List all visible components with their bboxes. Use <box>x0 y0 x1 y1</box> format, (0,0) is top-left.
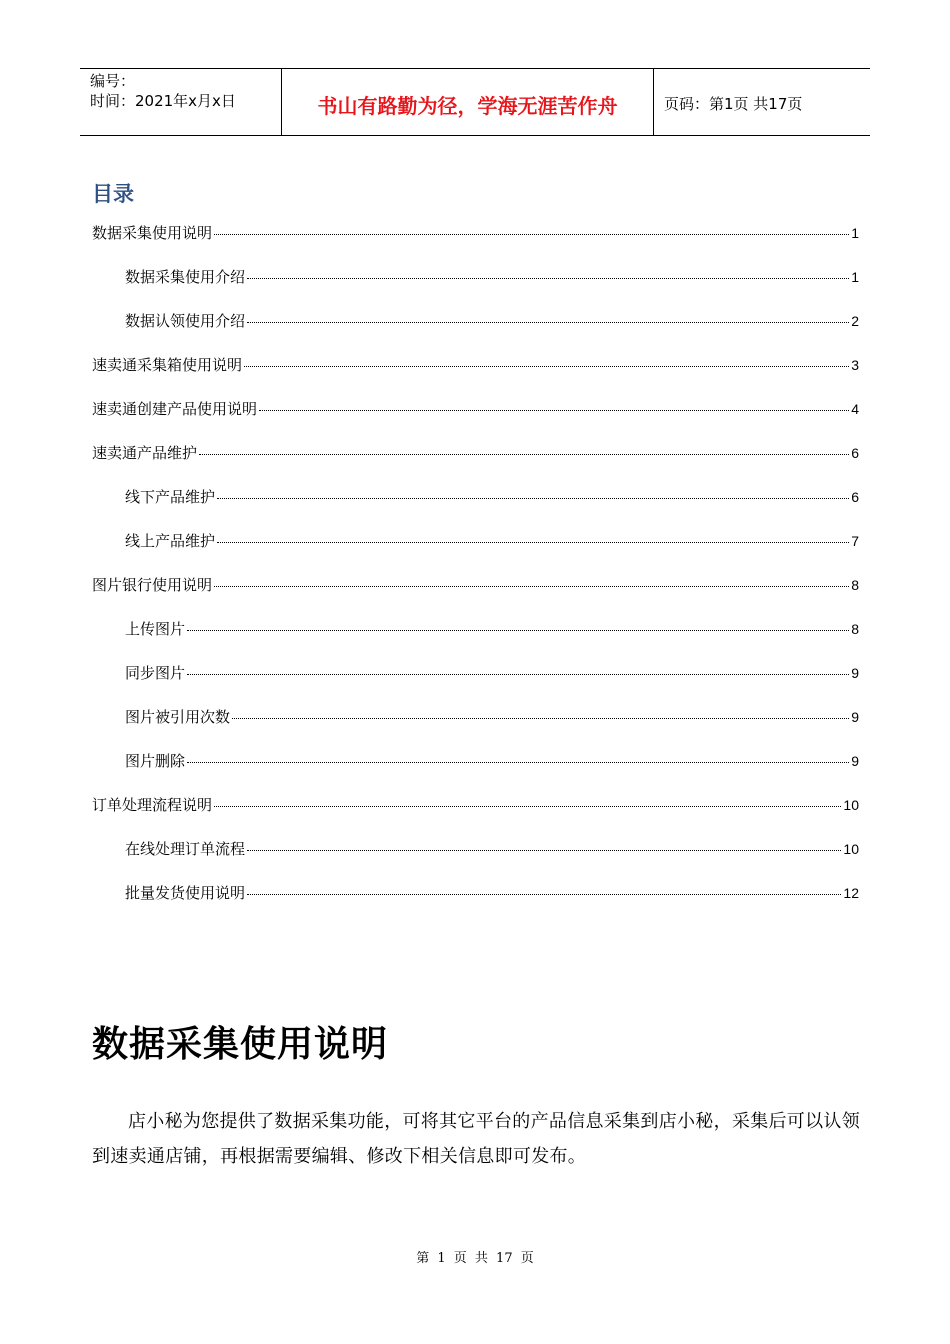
toc-leader-dots <box>187 674 849 675</box>
section-title: 数据采集使用说明 <box>92 1024 389 1065</box>
toc-entry-label: 线下产品维护 <box>125 488 216 506</box>
page-footer: 第 1 页 共 17 页 <box>416 1251 534 1266</box>
number-label: 编号： <box>90 72 136 90</box>
toc-entry-page: 12 <box>843 885 859 901</box>
toc-leader-dots <box>217 498 849 499</box>
toc-entry[interactable] <box>92 706 859 750</box>
toc-title: 目录 <box>92 182 134 206</box>
toc-entry-label: 在线处理订单流程 <box>125 840 246 858</box>
toc-entry-page: 6 <box>851 489 859 505</box>
toc-entry-page: 10 <box>843 841 859 857</box>
toc-entry[interactable] <box>92 530 859 574</box>
toc-entry[interactable] <box>92 310 859 354</box>
header-meta <box>80 69 282 135</box>
toc-leader-dots <box>187 630 849 631</box>
toc-leader-dots <box>214 586 849 587</box>
toc-entry[interactable] <box>92 882 859 926</box>
toc-entry[interactable] <box>92 398 859 442</box>
toc-entry-label: 订单处理流程说明 <box>92 796 213 814</box>
toc-leader-dots <box>247 894 841 895</box>
section-paragraph: 店小秘为您提供了数据采集功能，可将其它平台的产品信息采集到店小秘，采集后可以认领到速卖通店铺，再根据需要编辑、修改下相关信息即可发布。 <box>92 1111 860 1167</box>
toc-entry[interactable] <box>92 266 859 310</box>
toc-entry[interactable] <box>92 750 859 794</box>
toc-entry[interactable] <box>92 222 859 266</box>
toc-entry-label: 同步图片 <box>125 664 186 682</box>
toc-leader-dots <box>214 806 841 807</box>
toc-entry[interactable] <box>92 486 859 530</box>
toc-leader-dots <box>217 542 849 543</box>
toc-entry-label: 速卖通创建产品使用说明 <box>92 400 258 418</box>
toc-entry-label: 线上产品维护 <box>125 532 216 550</box>
toc-entry[interactable] <box>92 838 859 882</box>
toc-entry-page: 2 <box>851 313 859 329</box>
toc-entry-label: 上传图片 <box>125 620 186 638</box>
toc-entry-label: 图片被引用次数 <box>125 708 231 726</box>
toc-entry-page: 6 <box>851 445 859 461</box>
toc-entry-page: 9 <box>851 709 859 725</box>
toc-entry-page: 9 <box>851 665 859 681</box>
toc-leader-dots <box>247 278 849 279</box>
toc-entry-label: 图片银行使用说明 <box>92 576 213 594</box>
toc-entry-page: 8 <box>851 621 859 637</box>
toc-leader-dots <box>214 234 849 235</box>
toc-entry[interactable] <box>92 442 859 486</box>
header-page-info: 页码：第1页 共17页 <box>664 94 803 113</box>
toc-leader-dots <box>247 850 841 851</box>
toc-entry[interactable] <box>92 794 859 838</box>
toc-entry-page: 3 <box>851 357 859 373</box>
toc-entry[interactable] <box>92 662 859 706</box>
toc-leader-dots <box>247 322 849 323</box>
toc-entry-page: 9 <box>851 753 859 769</box>
toc-leader-dots <box>232 718 849 719</box>
toc-entry[interactable] <box>92 574 859 618</box>
toc-entry-label: 速卖通产品维护 <box>92 444 198 462</box>
toc-entry[interactable] <box>92 354 859 398</box>
toc-entry-label: 数据采集使用介绍 <box>125 268 246 286</box>
toc-entry-label: 图片删除 <box>125 752 186 770</box>
toc-leader-dots <box>244 366 849 367</box>
toc-entry-label: 数据采集使用说明 <box>92 224 213 242</box>
toc-leader-dots <box>187 762 849 763</box>
toc-entry-page: 8 <box>851 577 859 593</box>
toc-entry-label: 速卖通采集箱使用说明 <box>92 356 243 374</box>
time-label: 时间：2021年x月x日 <box>90 92 236 110</box>
toc-entry-page: 10 <box>843 797 859 813</box>
toc-entry[interactable] <box>92 618 859 662</box>
toc-entry-page: 1 <box>851 225 859 241</box>
toc-list <box>92 222 859 926</box>
toc-entry-page: 1 <box>851 269 859 285</box>
header-table <box>80 68 870 136</box>
toc-entry-label: 数据认领使用介绍 <box>125 312 246 330</box>
toc-leader-dots <box>259 410 849 411</box>
header-motto: 书山有路勤为径，学海无涯苦作舟 <box>282 69 654 135</box>
toc-entry-page: 4 <box>851 401 859 417</box>
toc-entry-label: 批量发货使用说明 <box>125 884 246 902</box>
toc-leader-dots <box>199 454 849 455</box>
toc-entry-page: 7 <box>851 533 859 549</box>
